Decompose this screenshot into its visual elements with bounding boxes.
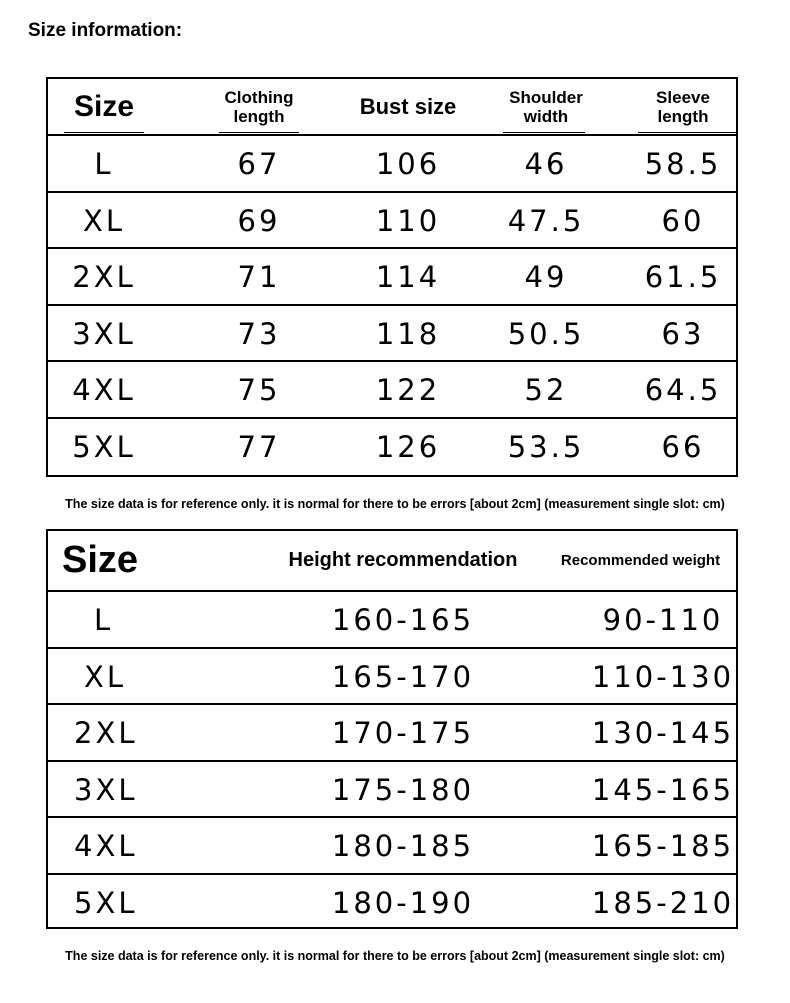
header-height-recommendation: Height recommendation: [288, 549, 518, 571]
cell-recommended-weight: 185-210: [591, 885, 735, 920]
cell-bust-size: 106: [375, 147, 441, 182]
table-row: [48, 760, 736, 819]
cell-size: 4XL: [72, 373, 136, 408]
table-row: [48, 590, 736, 649]
cell-clothing-length: 71: [237, 260, 281, 295]
cell-shoulder-width: 46: [524, 147, 568, 182]
cell-clothing-length: 75: [237, 373, 281, 408]
cell-height-recommendation: 180-190: [331, 885, 475, 920]
cell-clothing-length: 77: [237, 429, 281, 464]
cell-size: 5XL: [74, 885, 138, 920]
cell-size: L: [94, 147, 114, 182]
table-header-row: [48, 79, 736, 134]
cell-size: L: [94, 603, 114, 638]
header-size: Size: [73, 89, 135, 123]
table-row: [48, 816, 736, 875]
reference-note-1: The size data is for reference only. it is normal for there to be errors [about 2cm] (measurement single slot: cm): [65, 497, 725, 511]
page-heading: Size information:: [28, 20, 183, 41]
cell-sleeve-length: 63: [661, 316, 705, 351]
header-clothing-length: Clothing length: [224, 87, 294, 126]
cell-sleeve-length: 64.5: [644, 373, 722, 408]
cell-sleeve-length: 60: [661, 203, 705, 238]
cell-height-recommendation: 175-180: [331, 772, 475, 807]
cell-shoulder-width: 52: [524, 373, 568, 408]
header-recommended-weight: Recommended weight: [560, 552, 721, 569]
header-size: Size: [62, 539, 139, 581]
cell-clothing-length: 73: [237, 316, 281, 351]
table-row: [48, 417, 736, 476]
cell-sleeve-length: 58.5: [644, 147, 722, 182]
garment-measurements-table: [46, 77, 738, 477]
cell-recommended-weight: 145-165: [591, 772, 735, 807]
cell-bust-size: 114: [375, 260, 441, 295]
table-row: [48, 134, 736, 193]
table-row: [48, 191, 736, 250]
cell-size: 4XL: [74, 829, 138, 864]
cell-bust-size: 122: [375, 373, 441, 408]
table-row: [48, 873, 736, 932]
header-bust-size: Bust size: [359, 93, 457, 119]
table-row: [48, 703, 736, 762]
cell-height-recommendation: 160-165: [331, 603, 475, 638]
cell-size: 5XL: [72, 429, 136, 464]
height-weight-recommendation-table: [46, 529, 738, 929]
cell-size: 2XL: [72, 260, 136, 295]
reference-note-2: The size data is for reference only. it is normal for there to be errors [about 2cm] (measurement single slot: cm): [65, 949, 725, 963]
cell-sleeve-length: 66: [661, 429, 705, 464]
table-row: [48, 647, 736, 706]
cell-size: XL: [82, 203, 126, 238]
table-row: [48, 247, 736, 306]
cell-clothing-length: 69: [237, 203, 281, 238]
table-row: [48, 304, 736, 363]
header-shoulder-width: Shoulder width: [509, 87, 583, 126]
cell-clothing-length: 67: [237, 147, 281, 182]
cell-bust-size: 110: [375, 203, 441, 238]
cell-height-recommendation: 180-185: [331, 829, 475, 864]
cell-shoulder-width: 47.5: [507, 203, 585, 238]
cell-recommended-weight: 110-130: [591, 659, 735, 694]
cell-bust-size: 118: [375, 316, 441, 351]
cell-size: 2XL: [74, 716, 138, 751]
table-header-row: [48, 531, 736, 590]
cell-height-recommendation: 170-175: [331, 716, 475, 751]
table-row: [48, 360, 736, 419]
cell-size: 3XL: [72, 316, 136, 351]
cell-size: XL: [84, 659, 127, 694]
cell-bust-size: 126: [375, 429, 441, 464]
cell-recommended-weight: 130-145: [591, 716, 735, 751]
cell-recommended-weight: 165-185: [591, 829, 735, 864]
cell-shoulder-width: 50.5: [507, 316, 585, 351]
cell-height-recommendation: 165-170: [331, 659, 475, 694]
cell-shoulder-width: 49: [524, 260, 568, 295]
cell-recommended-weight: 90-110: [602, 603, 724, 638]
cell-shoulder-width: 53.5: [507, 429, 585, 464]
cell-size: 3XL: [74, 772, 138, 807]
header-sleeve-length: Sleeve length: [656, 87, 710, 126]
cell-sleeve-length: 61.5: [644, 260, 722, 295]
